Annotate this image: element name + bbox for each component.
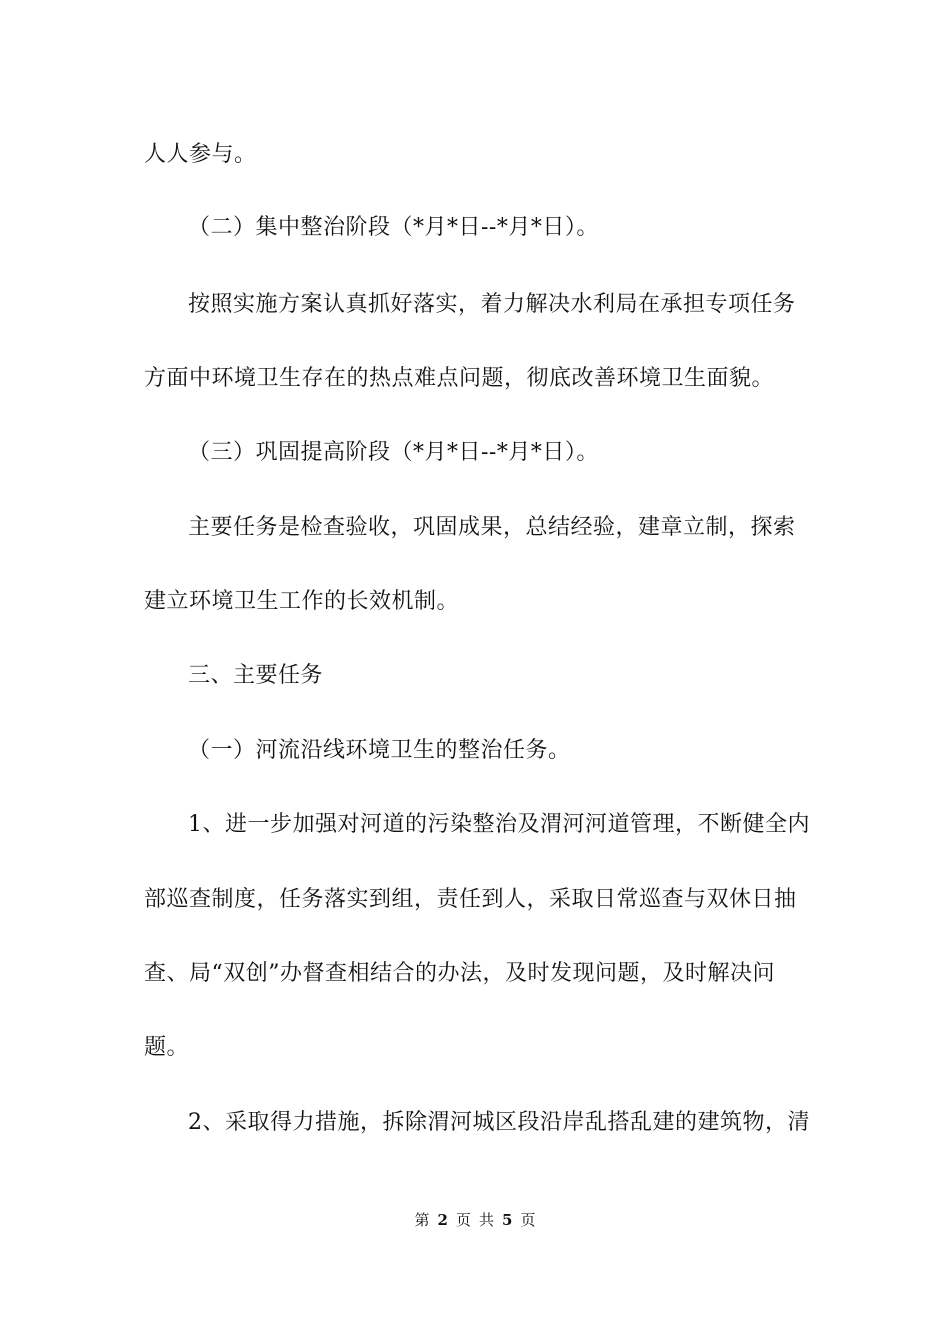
text-line: 查、局“双创”办督查相结合的办法，及时发现问题，及时解决问 xyxy=(144,961,775,986)
text-line: 建立环境卫生工作的长效机制。 xyxy=(144,589,460,614)
text-line: 2、采取得力措施，拆除渭河城区段沿岸乱搭乱建的建筑物，清 xyxy=(188,1110,810,1135)
footer-prefix: 第 xyxy=(414,1211,430,1229)
text-line: 题。 xyxy=(144,1035,190,1060)
total-pages-number: 5 xyxy=(502,1211,513,1229)
text-line: 方面中环境卫生存在的热点难点问题，彻底改善环境卫生面貌。 xyxy=(144,366,775,391)
section-heading: （一）河流沿线环境卫生的整治任务。 xyxy=(188,738,571,763)
page-footer xyxy=(0,1210,950,1230)
footer-suffix: 页 xyxy=(520,1211,536,1229)
text-line: 1、进一步加强对河道的污染整治及渭河河道管理，不断健全内 xyxy=(188,812,810,837)
footer-total-prefix: 共 xyxy=(479,1211,495,1229)
text-line: 部巡查制度，任务落实到组，责任到人，采取日常巡查与双休日抽 xyxy=(144,887,797,912)
current-page-number: 2 xyxy=(437,1211,448,1229)
text-line: 主要任务是检查验收，巩固成果，总结经验，建章立制，探索 xyxy=(188,515,796,540)
text-line: 按照实施方案认真抓好落实，着力解决水利局在承担专项任务 xyxy=(188,292,796,317)
section-heading: （二）集中整治阶段（*月*日--*月*日）。 xyxy=(188,215,599,240)
section-heading: （三）巩固提高阶段（*月*日--*月*日）。 xyxy=(188,440,599,465)
section-heading: 三、主要任务 xyxy=(188,663,324,688)
footer-page-word: 页 xyxy=(455,1211,471,1229)
text-line: 人人参与。 xyxy=(144,142,257,167)
